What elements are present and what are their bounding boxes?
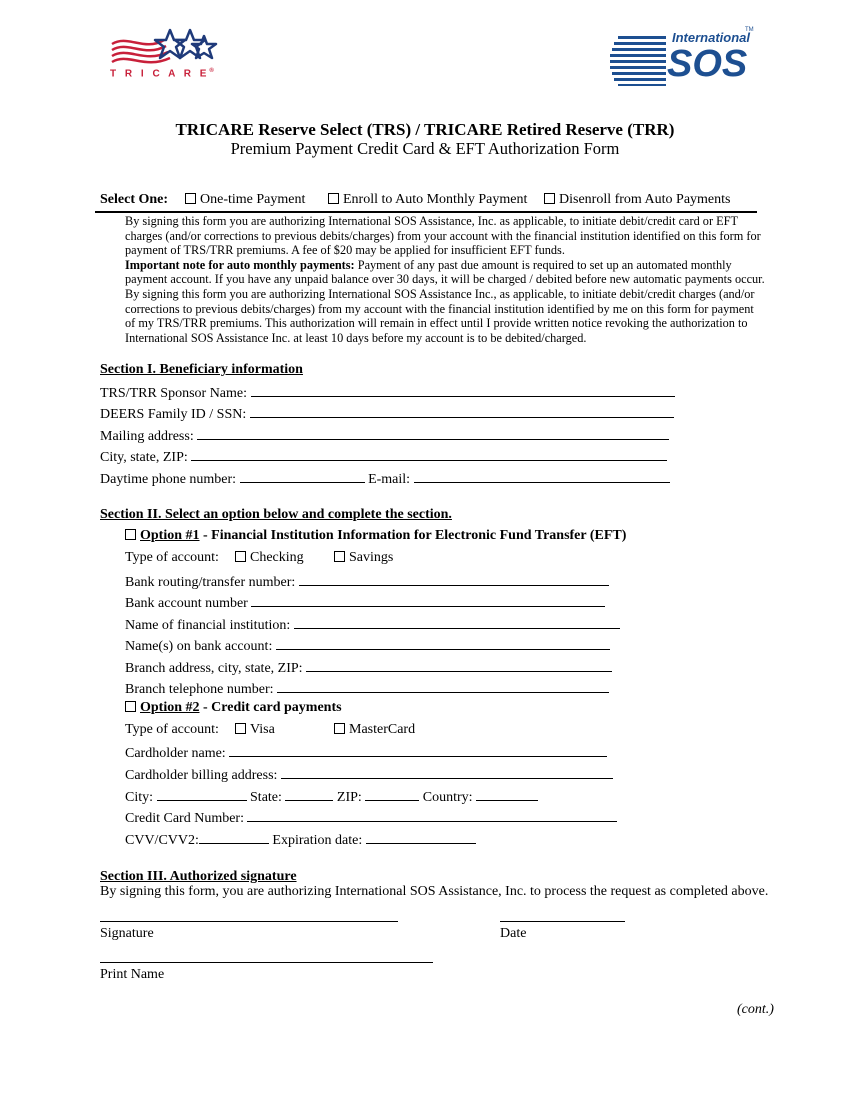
card-type-label: Type of account: (125, 722, 219, 737)
option1-row[interactable] (125, 528, 626, 544)
email-line[interactable] (414, 469, 670, 483)
sos-international-text: International (672, 30, 751, 45)
option1-label: Option #1 (140, 528, 200, 543)
deers-label: DEERS Family ID / SSN: (100, 407, 247, 422)
card-city-label: City: (125, 790, 154, 805)
card-city-line[interactable] (157, 787, 247, 801)
phone-email-row (100, 469, 670, 488)
option2-title: - Credit card payments (199, 700, 342, 715)
sos-tm-mark: TM (745, 27, 754, 33)
institution-field[interactable] (125, 615, 620, 634)
mailing-address-line[interactable] (197, 426, 669, 440)
enroll-auto-label: Enroll to Auto Monthly Payment (343, 192, 528, 207)
form-title-line2: Premium Payment Credit Card & EFT Authorization Form (230, 139, 620, 158)
select-one-label: Select One: (100, 192, 169, 207)
email-label: E-mail: (368, 472, 411, 487)
mastercard-label: MasterCard (349, 722, 416, 737)
intro-paragraph: By signing this form you are authorizing International SOS Assistance, Inc. as applicable, to initiate debit/credit card or EFT charges (and/or corrections to previous debits/charges) from your account with the financial institution identified on this form for payment of TRS/TRR premiums. A fee of $20 may be applied for insufficient EFT funds. (125, 214, 761, 258)
tricare-flag-icon (108, 26, 228, 70)
cvv-label: CVV/CVV2: (125, 833, 199, 848)
cardholder-name-line[interactable] (229, 743, 607, 757)
continued-note: (cont.) (737, 1002, 774, 1017)
visa-label: Visa (250, 722, 275, 737)
sponsor-name-field[interactable] (100, 383, 675, 402)
billing-address-label: Cardholder billing address: (125, 768, 278, 783)
option-disenroll[interactable] (544, 192, 731, 208)
card-zip-line[interactable] (365, 787, 419, 801)
card-type-row (125, 722, 219, 738)
card-zip-label: ZIP: (336, 790, 362, 805)
deers-line[interactable] (250, 404, 674, 418)
mailing-address-field[interactable] (100, 426, 669, 445)
card-location-row (125, 787, 538, 806)
print-name-label: Print Name (100, 967, 165, 982)
expiration-label: Expiration date: (272, 833, 363, 848)
credit-card-number-line[interactable] (247, 808, 617, 822)
sos-wordmark: SOS (667, 43, 748, 85)
bank-names-field[interactable] (125, 636, 610, 655)
account-number-label: Bank account number (125, 596, 248, 611)
select-one-divider (95, 211, 757, 213)
form-subtitle (0, 139, 850, 159)
bank-names-label: Name(s) on bank account: (125, 639, 273, 654)
card-country-line[interactable] (476, 787, 538, 801)
important-note (125, 258, 765, 346)
city-state-zip-field[interactable] (100, 447, 667, 466)
savings-option[interactable] (334, 550, 393, 566)
enroll-auto-checkbox[interactable] (328, 193, 339, 204)
phone-line[interactable] (240, 469, 365, 483)
cvv-expiration-row (125, 830, 476, 849)
sponsor-name-label: TRS/TRR Sponsor Name: (100, 386, 248, 401)
cardholder-name-label: Cardholder name: (125, 746, 226, 761)
routing-line[interactable] (299, 572, 609, 586)
phone-label: Daytime phone number: (100, 472, 237, 487)
option1-title: - Financial Institution Information for Electronic Fund Transfer (EFT) (199, 528, 627, 543)
important-note-text: Payment of any past due amount is required to set up an automated monthly payment account. If you have any unpaid balance over 30 days, it will be charged / debited before new automatic payments occur. By signing this form you are authorizing International SOS Assistance Inc., as applicable, to initiate debit/credit charges (and/or corrections to previous debits/charges) from my account with the financial institution identified by me on this form for payment of my TRS/TRR premiums. This authorization will remain in effect until I provide written notice revoking the authorization to International SOS Assistance Inc. at least 10 days before my account is to be debited/charged. (125, 257, 765, 345)
city-state-zip-line[interactable] (191, 447, 667, 461)
checking-label: Checking (250, 550, 304, 565)
routing-label: Bank routing/transfer number: (125, 575, 296, 590)
sponsor-name-line[interactable] (251, 383, 675, 397)
account-number-field[interactable] (125, 593, 605, 612)
disenroll-checkbox[interactable] (544, 193, 555, 204)
billing-address-field[interactable] (125, 765, 613, 784)
section1-heading: Section I. Beneficiary information (100, 362, 303, 377)
checking-option[interactable] (235, 550, 304, 566)
cvv-line[interactable] (199, 830, 269, 844)
visa-option[interactable] (235, 722, 275, 738)
international-sos-logo (610, 27, 755, 88)
eft-account-type-label: Type of account: (125, 550, 219, 565)
cardholder-name-field[interactable] (125, 743, 607, 762)
sos-stripes-icon (610, 34, 670, 86)
date-label: Date (500, 926, 527, 941)
option-one-time[interactable] (185, 192, 305, 208)
bank-names-line[interactable] (276, 636, 610, 650)
intro-text (125, 214, 765, 345)
important-note-label: Important note for auto monthly payments: (125, 257, 355, 272)
one-time-label: One-time Payment (200, 192, 306, 207)
deers-field[interactable] (100, 404, 674, 423)
date-line[interactable] (500, 908, 625, 922)
one-time-checkbox[interactable] (185, 193, 196, 204)
credit-card-number-label: Credit Card Number: (125, 811, 244, 826)
section2-heading: Section II. Select an option below and complete the section. (100, 507, 452, 522)
city-state-zip-label: City, state, ZIP: (100, 450, 188, 465)
card-state-line[interactable] (285, 787, 333, 801)
option2-label: Option #2 (140, 700, 200, 715)
branch-phone-field[interactable] (125, 679, 609, 698)
option-enroll-auto[interactable] (328, 192, 527, 208)
tricare-wordmark: T R I C A R E (110, 68, 210, 80)
tricare-logo (108, 26, 228, 82)
billing-address-line[interactable] (281, 765, 613, 779)
branch-phone-line[interactable] (277, 679, 609, 693)
disenroll-label: Disenroll from Auto Payments (559, 192, 731, 207)
mastercard-option[interactable] (334, 722, 415, 738)
credit-card-number-field[interactable] (125, 808, 617, 827)
expiration-line[interactable] (366, 830, 476, 844)
form-title (0, 120, 850, 140)
section3-text: By signing this form, you are authorizing International SOS Assistance, Inc. to process the request as completed above. (100, 884, 769, 899)
institution-label: Name of financial institution: (125, 618, 291, 633)
print-name-line[interactable] (100, 949, 433, 963)
card-state-label: State: (250, 790, 282, 805)
branch-address-line[interactable] (306, 658, 612, 672)
visa-checkbox[interactable] (235, 723, 246, 734)
account-number-line[interactable] (251, 593, 605, 607)
option2-checkbox[interactable] (125, 701, 136, 712)
branch-phone-label: Branch telephone number: (125, 682, 274, 697)
routing-field[interactable] (125, 572, 609, 591)
option2-row[interactable] (125, 700, 342, 716)
branch-address-label: Branch address, city, state, ZIP: (125, 661, 303, 676)
card-country-label: Country: (422, 790, 473, 805)
signature-line[interactable] (100, 908, 398, 922)
institution-line[interactable] (294, 615, 620, 629)
checking-checkbox[interactable] (235, 551, 246, 562)
section3-heading: Section III. Authorized signature (100, 869, 297, 884)
eft-account-type-row (125, 550, 219, 566)
select-one-row (100, 192, 168, 208)
signature-label: Signature (100, 926, 154, 941)
form-title-line1: TRICARE Reserve Select (TRS) / TRICARE Retired Reserve (TRR) (175, 120, 675, 139)
option1-checkbox[interactable] (125, 529, 136, 540)
mastercard-checkbox[interactable] (334, 723, 345, 734)
mailing-address-label: Mailing address: (100, 429, 194, 444)
savings-label: Savings (349, 550, 394, 565)
tricare-reg-mark: ® (209, 68, 214, 74)
branch-address-field[interactable] (125, 658, 612, 677)
savings-checkbox[interactable] (334, 551, 345, 562)
